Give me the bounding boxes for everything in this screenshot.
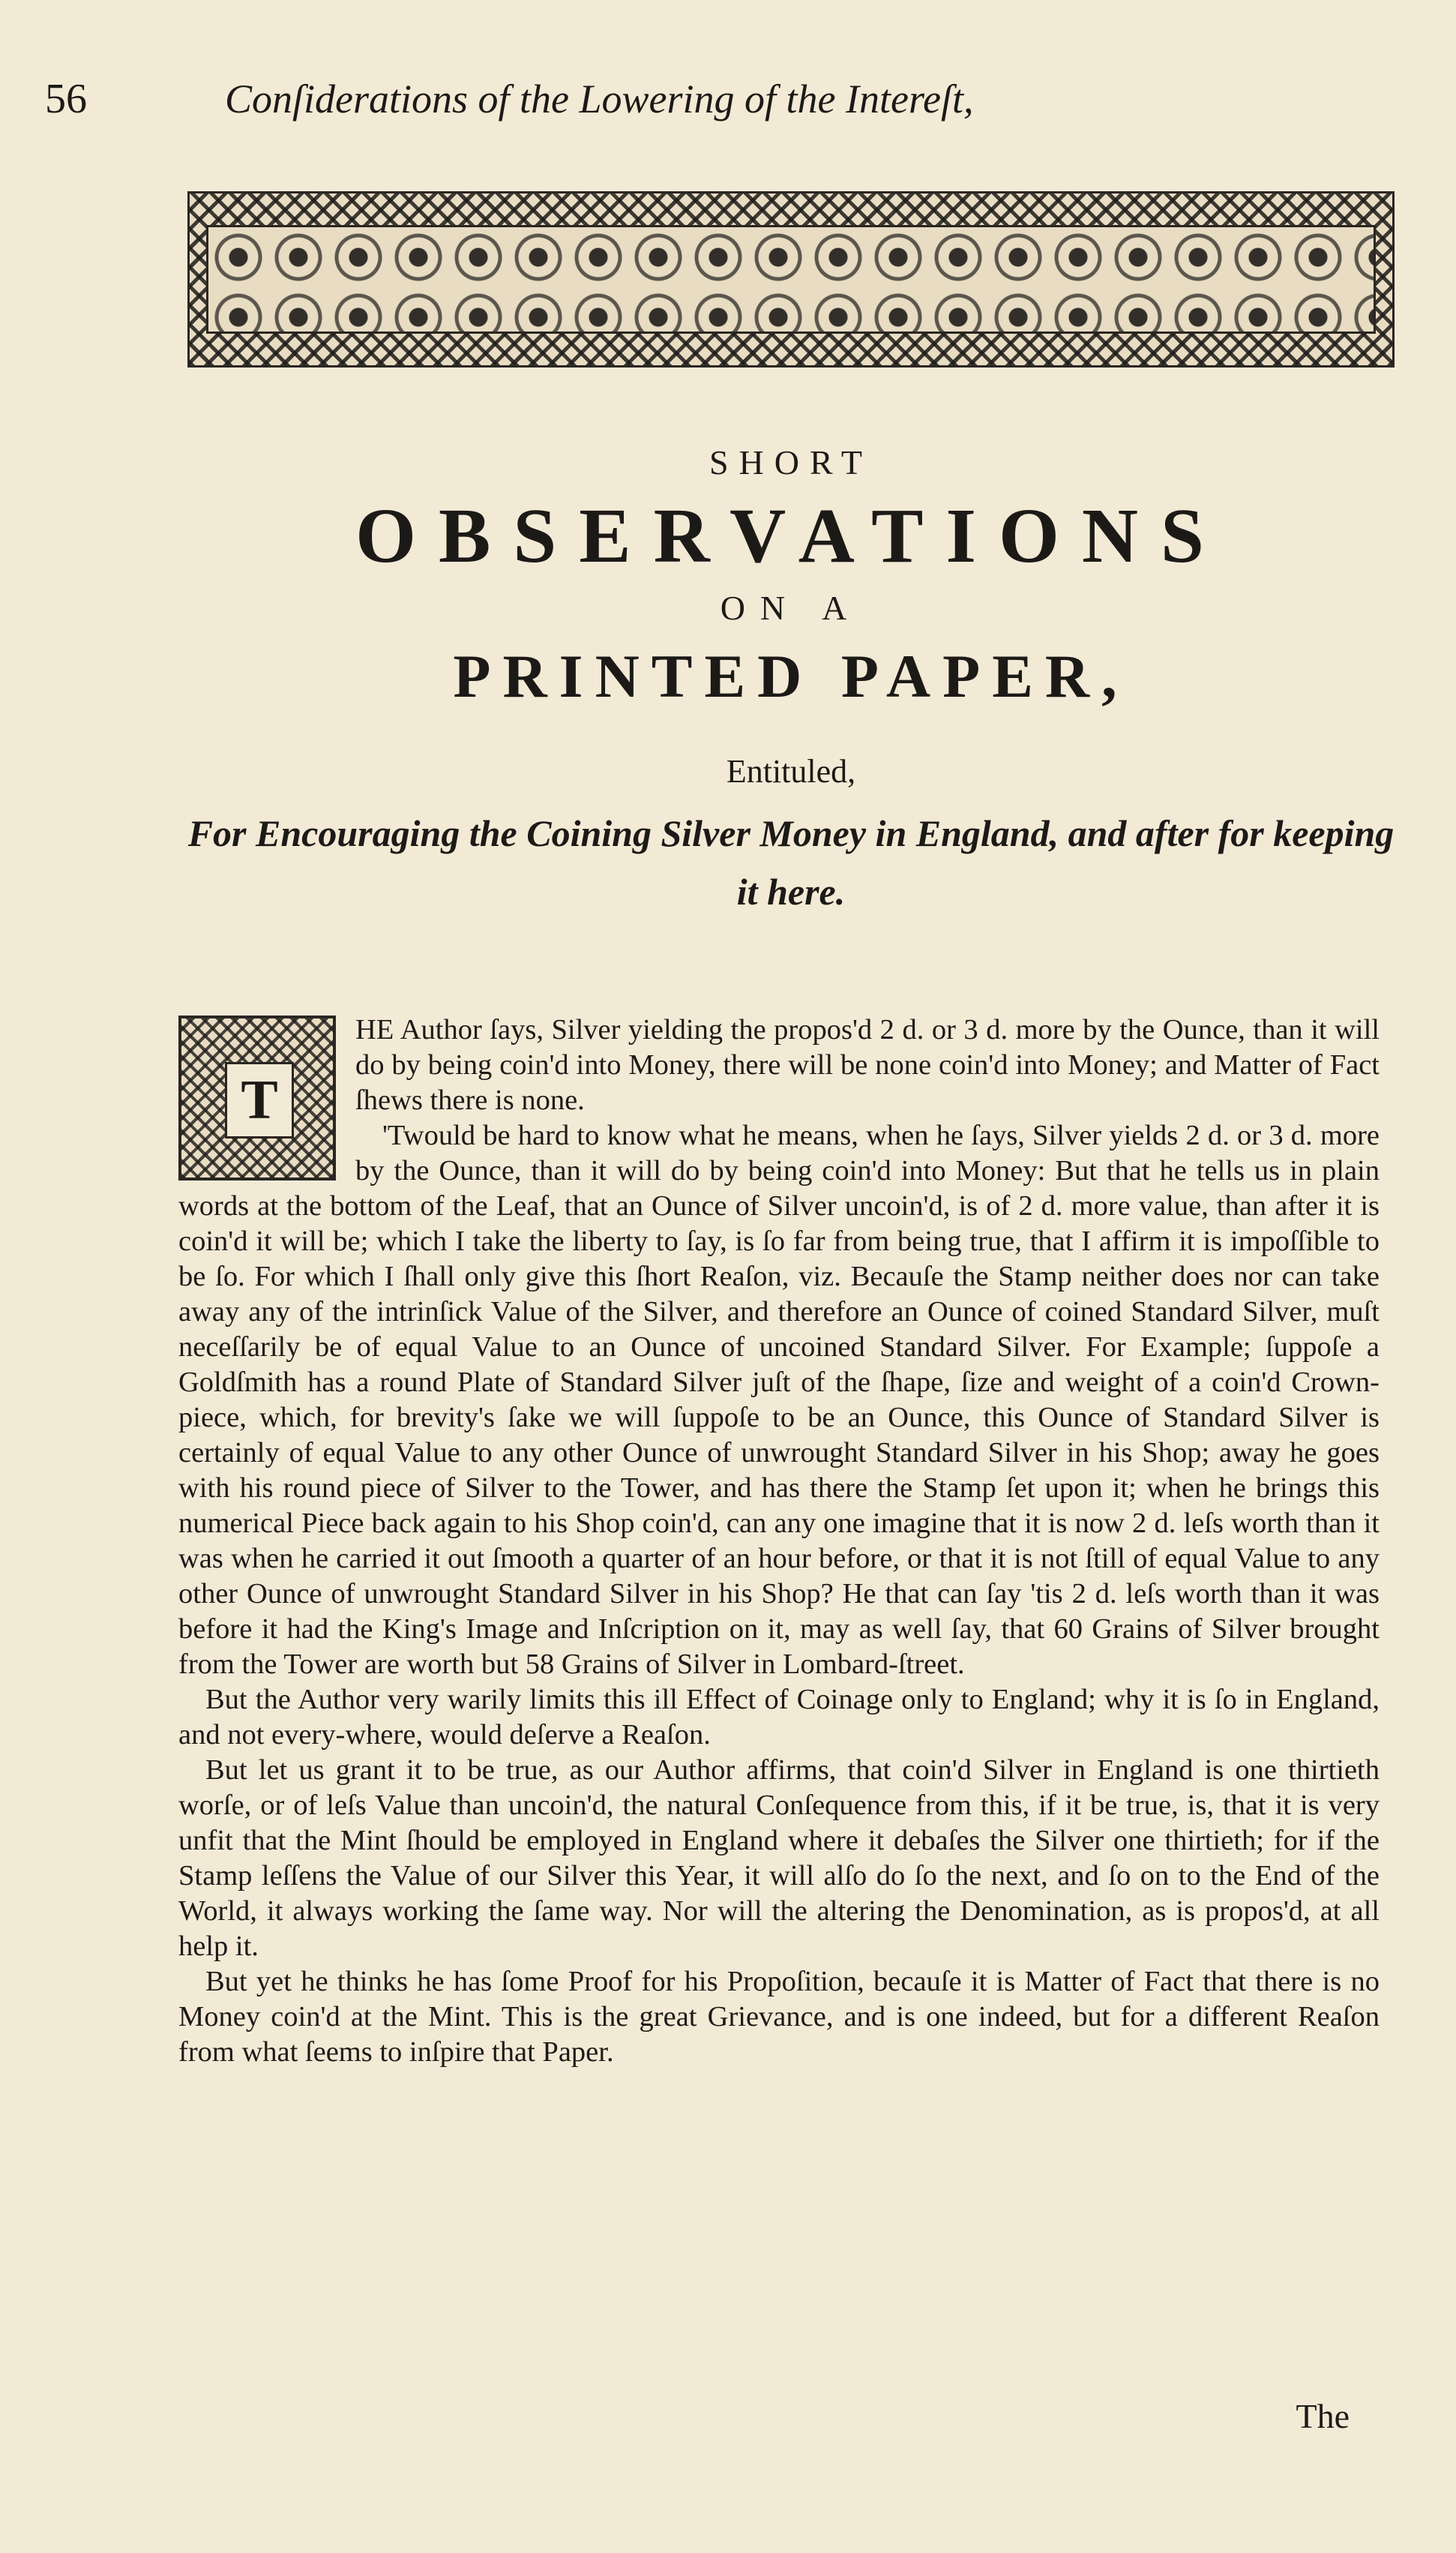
- title-subtitle: For Encouraging the Coining Silver Money in England, and after for keeping it here.: [187, 812, 1395, 913]
- running-head: [45, 75, 1395, 123]
- drop-cap-letter: T: [225, 1062, 294, 1138]
- headpiece-ornament: [187, 191, 1395, 368]
- catchword: The: [1296, 2397, 1350, 2435]
- title-observations: OBSERVATIONS: [355, 493, 1227, 579]
- title-block: [187, 442, 1395, 921]
- paragraph-2: 'Twould be hard to know what he means, when he ſays, Silver yields 2 d. or 3 d. more by the Ounce, than it will do by being coin'd into Money: But that he tells us in plain words at the bottom of the Leaf, that an Ounce of Silver uncoin'd, is of 2 d. more value, than after it is coin'd it will be; which I take the liberty to ſay, is ſo far from being true, that I affirm it is impoſſible to be ſo. For which I ſhall only give this ſhort Reaſon, viz. Becauſe the Stamp neither does nor can take away any of the intrinſick Value of the Silver, and therefore an Ounce of coined Standard Silver, muſt neceſſarily be of equal Value to an Ounce of uncoined Standard Silver. For Example; ſuppoſe a Goldſmith has a round Plate of Standard Silver juſt of the ſhape, ſize and weight of a coin'd Crown-piece, which, for brevity's ſake we will ſuppoſe to be an Ounce, this Ounce of Standard Silver is certainly of equal Value to any other Ounce of unwrought Standard Silver in his Shop; away he goes with his round piece of Silver to the Tower, and has there the Stamp ſet upon it; when he brings this numerical Piece back again to his Shop coin'd, can any one imagine that it is now 2 d. leſs worth than it was when he carried it out ſmooth a quarter of an hour before, or that it is not ſtill of equal Value to any other Ounce of unwrought Standard Silver in his Shop? He that can ſay 'tis 2 d. leſs worth than it was before it had the King's Image and Inſcription on it, may as well ſay, that 60 Grains of Silver brought from the Tower are worth but 58 Grains of Silver in Lombard-ſtreet.: [178, 1120, 1380, 1680]
- body-text: [178, 1012, 1380, 2070]
- page-number: 56: [45, 76, 87, 122]
- title-short: SHORT: [709, 443, 873, 482]
- title-on-a: ON A: [720, 589, 862, 627]
- paragraph-3: But the Author very warily limits this ill Effect of Coinage only to England; why it is ſo in England, and not every-where, would deſerve a Reaſon.: [178, 1684, 1380, 1750]
- running-title: Conſiderations of the Lowering of the Intereſt,: [225, 76, 974, 122]
- title-entituled: Entituled,: [726, 753, 856, 790]
- title-printed-paper: PRINTED PAPER,: [453, 642, 1129, 710]
- paragraph-1: HE Author ſays, Silver yielding the propos'd 2 d. or 3 d. more by the Ounce, than it will do by being coin'd into Money, there will be none coin'd into Money; and Matter of Fact ſhews there is none.: [355, 1014, 1380, 1116]
- paragraph-5: But yet he thinks he has ſome Proof for his Propoſition, becauſe it is Matter of Fact that there is no Money coin'd at the Mint. This is the great Grievance, and is one indeed, but for a different Reaſon from what ſeems to inſpire that Paper.: [178, 1966, 1380, 2068]
- drop-cap-ornament: [178, 1016, 336, 1180]
- ornament-panel: [206, 225, 1376, 334]
- paragraph-4: But let us grant it to be true, as our Author affirms, that coin'd Silver in England is one thirtieth worſe, or of leſs Value than uncoin'd, the natural Conſequence from this, if it be true, is, that it is very unfit that the Mint ſhould be employed in England where it debaſes the Silver one thirtieth; for if the Stamp leſſens the Value of our Silver this Year, it will alſo do ſo the next, and ſo on to the End of the World, it always working the ſame way. Nor will the altering the Denomination, as is propos'd, at all help it.: [178, 1754, 1380, 1962]
